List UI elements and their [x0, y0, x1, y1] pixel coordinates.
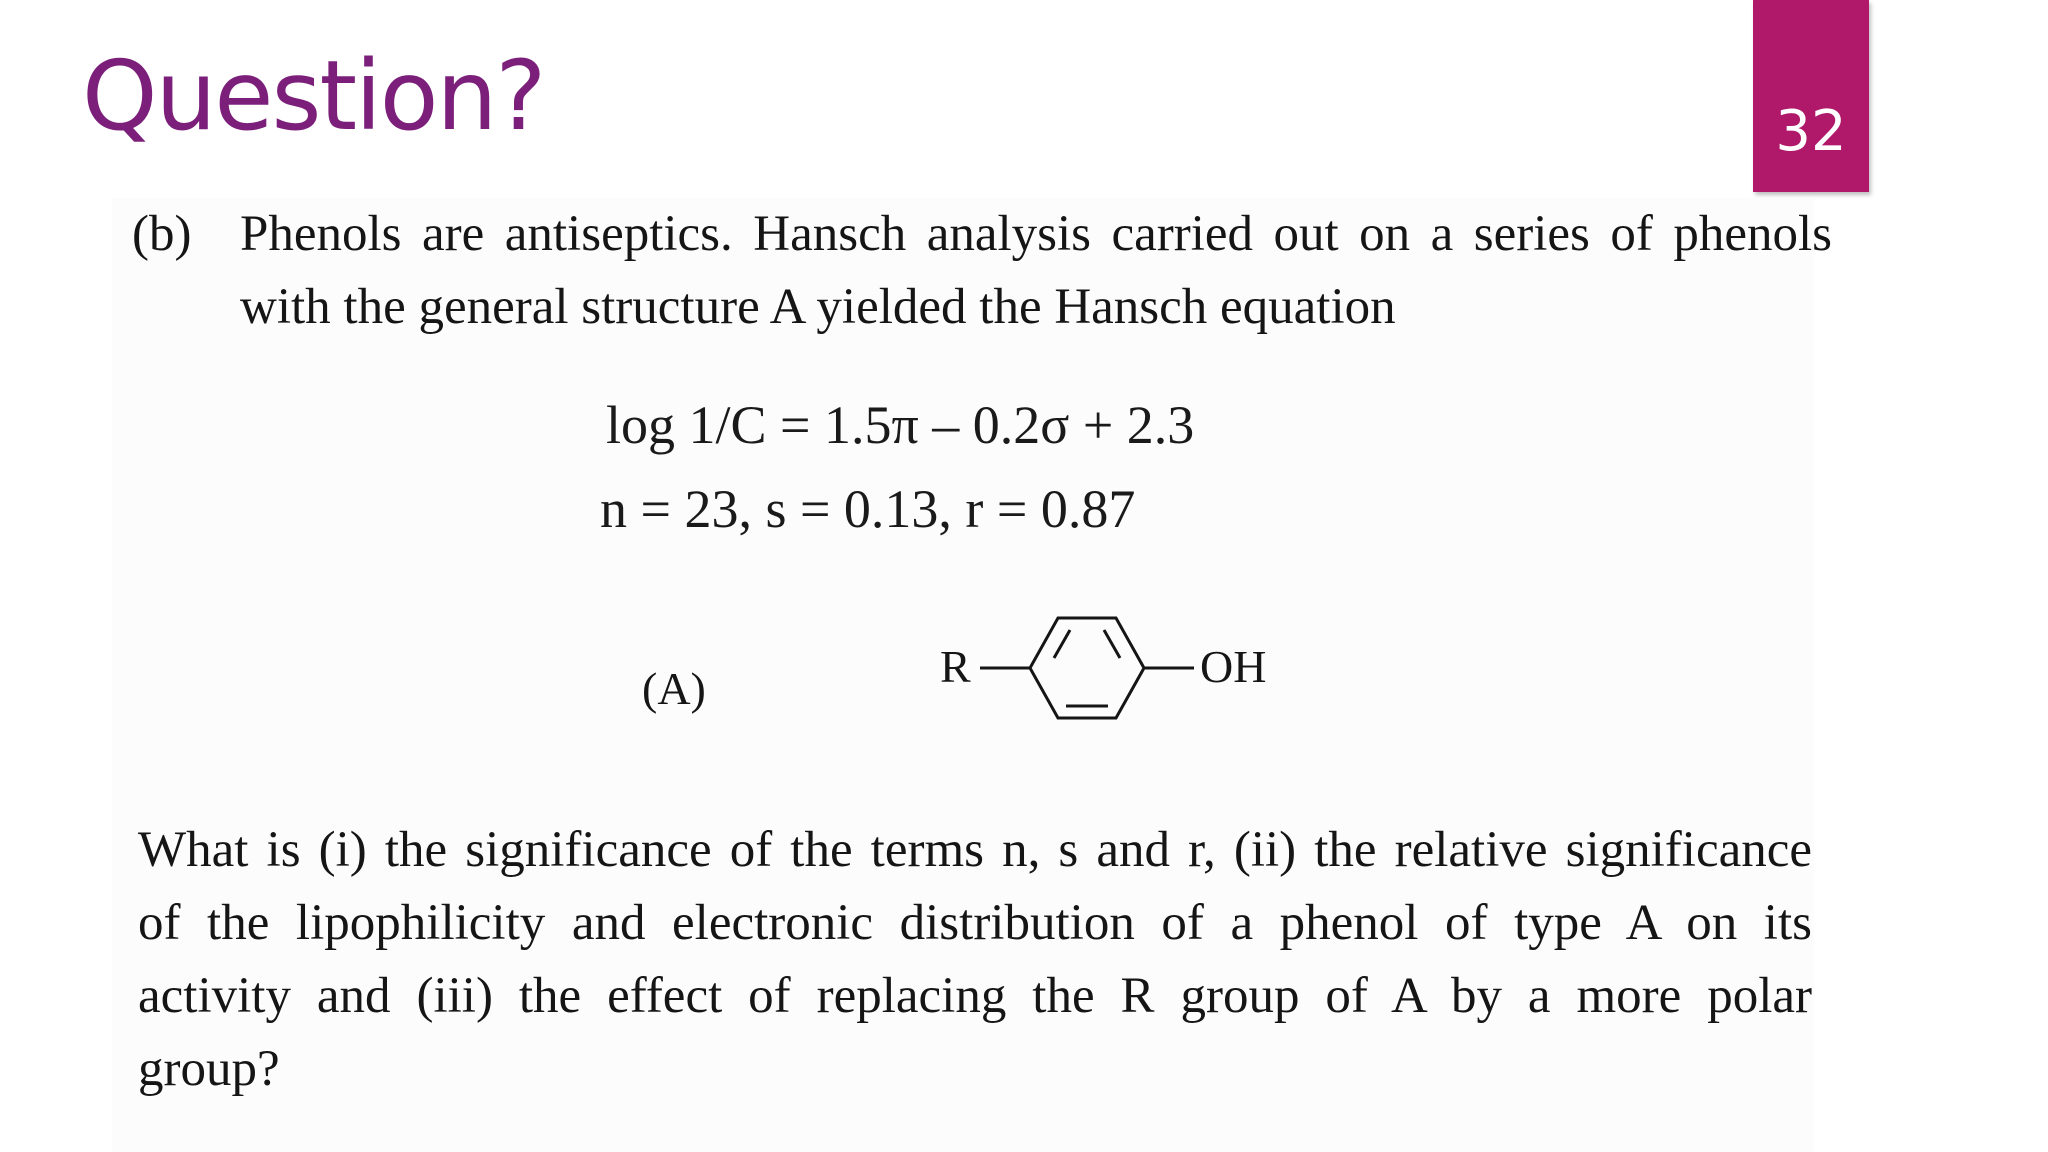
page-number: 32 — [1775, 99, 1847, 164]
substituent-r: R — [940, 641, 971, 692]
question-line-4: group? — [138, 1041, 280, 1097]
question-line-1: What is (i) the significance of the terms n, s and r, (ii) the relative significance — [138, 822, 1812, 878]
benzene-ring — [1030, 618, 1144, 718]
question-b-line-2: with the general structure A yielded the Hansch equation — [240, 279, 1396, 335]
hansch-equation: log 1/C = 1.5π – 0.2σ + 2.3 — [606, 395, 1195, 455]
page-number-tab — [1753, 0, 1869, 192]
substituent-oh: OH — [1200, 641, 1267, 692]
question-b-label: (b) — [132, 206, 192, 262]
scanned-question-image — [112, 198, 1832, 1152]
hansch-statistics: n = 23, s = 0.13, r = 0.87 — [600, 479, 1136, 539]
question-line-2: of the lipophilicity and electronic distribution of a phenol of type A on its — [138, 895, 1812, 951]
slide-title: Question? — [82, 40, 545, 152]
question-line-3: activity and (iii) the effect of replacing the R group of A by a more polar — [138, 968, 1812, 1024]
ring-double-bond-1 — [1054, 630, 1070, 658]
structure-label: (A) — [642, 663, 706, 714]
ring-double-bond-2 — [1104, 630, 1120, 658]
question-b-line-1: Phenols are antiseptics. Hansch analysis carried out on a series of phenols — [240, 206, 1832, 262]
phenol-structure-diagram — [812, 598, 1332, 768]
